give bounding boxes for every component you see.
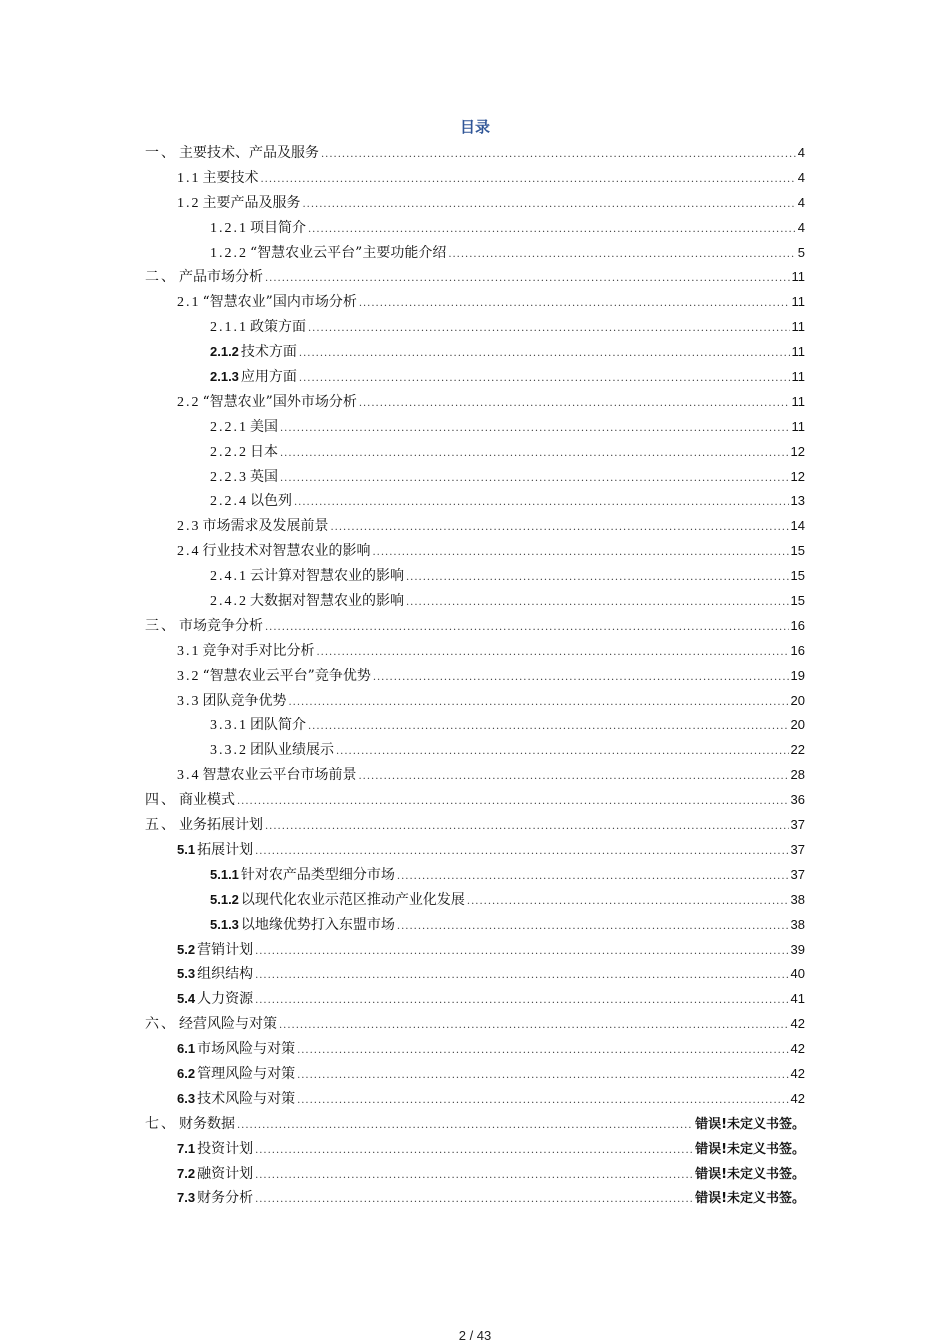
toc-entry-title: 经营风险与对策 <box>179 1016 277 1033</box>
toc-entry-title: 业务拓展计划 <box>179 817 263 834</box>
toc-entry-number: 2.2.4 <box>210 494 248 510</box>
toc-entry-page: 15 <box>790 593 805 609</box>
toc-leader-dots <box>255 840 788 865</box>
toc-leader-dots <box>359 765 789 790</box>
toc-leader-dots <box>255 989 788 1014</box>
toc-entry[interactable] <box>145 1062 805 1087</box>
toc-entry-page: 42 <box>790 1016 805 1032</box>
toc-entry-title: 主要产品及服务 <box>202 194 301 211</box>
toc-entry-number: 5.3 <box>177 966 196 982</box>
toc-entry-page: 39 <box>790 941 805 957</box>
toc-entry-title: 管理风险与对策 <box>197 1065 296 1082</box>
toc-entry[interactable] <box>145 838 805 863</box>
toc-entry[interactable] <box>145 1087 805 1112</box>
toc-entry[interactable] <box>145 465 805 490</box>
toc-entry[interactable] <box>145 1186 805 1211</box>
toc-entry-title: 团队业绩展示 <box>250 742 334 759</box>
toc-entry-number: 7.3 <box>177 1190 196 1206</box>
toc-entry-page: 37 <box>790 866 805 882</box>
toc-entry-title: 竞争对手对比分析 <box>202 642 315 659</box>
toc-entry-page: 4 <box>797 145 805 160</box>
toc-entry-page: 11 <box>791 393 805 409</box>
toc-entry[interactable] <box>145 539 805 564</box>
toc-entry-title: “智慧农业”国内市场分析 <box>202 294 357 311</box>
toc-entry-title: 组织结构 <box>197 966 254 983</box>
toc-entry-number: 三、 <box>145 618 177 634</box>
toc-entry-number: 2.4.2 <box>210 594 248 610</box>
toc-entry-page: 20 <box>790 692 805 708</box>
toc-entry[interactable] <box>145 514 805 539</box>
toc-entry-number: 2.1.2 <box>210 344 239 360</box>
toc-entry-number: 5.1 <box>177 841 196 857</box>
toc-entry-page: 42 <box>790 1041 805 1057</box>
toc-entry-number: 1.1 <box>177 170 201 186</box>
toc-leader-dots <box>297 1064 788 1089</box>
toc-leader-dots <box>359 292 790 317</box>
toc-leader-dots <box>297 1039 788 1064</box>
page-indicator: 2 / 43 <box>458 1328 492 1343</box>
toc-entry[interactable] <box>145 913 805 938</box>
toc-entry[interactable] <box>145 738 805 763</box>
toc-entry-title: 人力资源 <box>197 991 254 1008</box>
toc-entry[interactable] <box>145 340 805 365</box>
toc-leader-dots <box>373 541 789 566</box>
page-title: 目录 <box>459 118 490 136</box>
toc-entry[interactable] <box>145 664 805 689</box>
toc-entry[interactable] <box>145 938 805 963</box>
toc-entry[interactable] <box>145 962 805 987</box>
toc-leader-dots <box>294 491 789 516</box>
toc-entry[interactable] <box>145 415 805 440</box>
toc-entry[interactable] <box>145 813 805 838</box>
toc-leader-dots <box>321 143 796 168</box>
toc-leader-dots <box>373 666 789 691</box>
toc-entry[interactable] <box>145 987 805 1012</box>
toc-entry-page: 38 <box>790 891 805 907</box>
toc-entry-page: 19 <box>790 667 805 683</box>
toc-entry-page: 11 <box>791 418 805 434</box>
toc-entry-page: 12 <box>790 443 805 459</box>
toc-leader-dots <box>308 317 790 342</box>
toc-leader-dots <box>303 193 796 218</box>
toc-entry-page: 15 <box>790 543 805 559</box>
toc-entry-page: 42 <box>790 1065 805 1081</box>
toc-entry[interactable] <box>145 241 805 266</box>
table-of-contents <box>145 141 805 1211</box>
toc-entry-number: 1.2 <box>177 195 201 211</box>
toc-entry-title: 市场竞争分析 <box>179 617 263 634</box>
toc-leader-dots <box>406 591 789 616</box>
toc-entry-number: 3.3 <box>177 693 201 709</box>
toc-leader-dots <box>237 790 789 815</box>
toc-entry-page: 错误!未定义书签。 <box>695 1141 805 1157</box>
toc-entry-title: 项目简介 <box>250 219 306 236</box>
toc-entry[interactable] <box>145 863 805 888</box>
toc-entry-page: 16 <box>790 617 805 633</box>
toc-leader-dots <box>289 691 789 716</box>
toc-entry[interactable] <box>145 390 805 415</box>
toc-entry[interactable] <box>145 564 805 589</box>
toc-entry-page: 错误!未定义书签。 <box>695 1116 805 1132</box>
toc-leader-dots <box>261 168 796 193</box>
toc-entry-number: 5.2 <box>177 941 196 957</box>
toc-entry-title: 日本 <box>250 443 278 460</box>
toc-leader-dots <box>317 641 789 666</box>
toc-entry-page: 4 <box>797 194 805 210</box>
toc-entry-page: 12 <box>790 468 805 484</box>
toc-entry-number: 1.2.1 <box>210 220 248 236</box>
toc-entry[interactable] <box>145 788 805 813</box>
toc-entry[interactable] <box>145 589 805 614</box>
toc-entry-page: 错误!未定义书签。 <box>695 1191 805 1207</box>
toc-entry-title: 针对农产品类型细分市场 <box>240 866 395 883</box>
toc-entry-number: 5.1.1 <box>210 866 239 882</box>
toc-leader-dots <box>280 467 789 492</box>
toc-entry[interactable] <box>145 216 805 241</box>
toc-entry-page: 15 <box>790 568 805 584</box>
toc-entry-title: 融资计划 <box>197 1165 254 1182</box>
toc-entry[interactable] <box>145 1112 805 1137</box>
toc-entry-page: 11 <box>791 344 805 360</box>
toc-entry[interactable] <box>145 1012 805 1037</box>
toc-entry-title: “智慧农业”国外市场分析 <box>202 393 357 410</box>
toc-entry[interactable] <box>145 639 805 664</box>
toc-entry-number: 2.2.3 <box>210 469 248 485</box>
toc-entry-page: 13 <box>790 493 805 509</box>
toc-entry-number: 六、 <box>145 1017 177 1033</box>
toc-entry-number: 2.2.1 <box>210 419 248 435</box>
toc-entry[interactable] <box>145 191 805 216</box>
toc-entry-number: 6.1 <box>177 1041 196 1057</box>
toc-entry-title: 技术方面 <box>240 344 297 361</box>
toc-leader-dots <box>255 940 788 965</box>
toc-entry-title: 商业模式 <box>179 792 235 809</box>
toc-leader-dots <box>397 915 789 940</box>
toc-entry-title: 市场需求及发展前景 <box>202 518 329 535</box>
toc-entry-number: 四、 <box>145 793 177 809</box>
toc-entry-number: 2.3 <box>177 519 201 535</box>
toc-entry-page: 28 <box>790 767 805 783</box>
toc-entry-page: 11 <box>791 294 805 310</box>
toc-entry[interactable] <box>145 290 805 315</box>
toc-leader-dots <box>308 715 789 740</box>
toc-entry-number: 6.2 <box>177 1065 196 1081</box>
toc-entry-title: “智慧农业云平台”主要功能介绍 <box>250 244 447 261</box>
toc-entry-title: 英国 <box>250 468 278 485</box>
toc-entry-number: 7.1 <box>177 1140 196 1156</box>
toc-entry[interactable] <box>145 166 805 191</box>
toc-entry[interactable] <box>145 315 805 340</box>
toc-entry-number: 2.4.1 <box>210 569 248 585</box>
toc-entry-number: 3.2 <box>177 668 201 684</box>
toc-entry-number: 2.1.3 <box>210 369 239 385</box>
toc-entry-page: 37 <box>790 841 805 857</box>
toc-leader-dots <box>255 1188 693 1213</box>
toc-entry-title: 云计算对智慧农业的影响 <box>250 568 404 585</box>
toc-leader-dots <box>448 243 795 268</box>
toc-entry[interactable] <box>145 141 805 166</box>
toc-entry-title: 财务数据 <box>179 1115 235 1132</box>
toc-entry-number: 3.3.2 <box>210 743 248 759</box>
toc-leader-dots <box>331 516 789 541</box>
toc-entry-page: 41 <box>790 991 805 1007</box>
toc-entry-title: 美国 <box>250 418 278 435</box>
toc-entry-number: 5.1.2 <box>210 891 239 907</box>
toc-entry-number: 3.3.1 <box>210 718 248 734</box>
toc-leader-dots <box>255 1164 693 1189</box>
toc-entry[interactable] <box>145 689 805 714</box>
toc-entry-page: 11 <box>791 319 805 335</box>
toc-entry-number: 2.2 <box>177 394 201 410</box>
toc-entry-title: 行业技术对智慧农业的影响 <box>202 543 371 560</box>
toc-entry[interactable] <box>145 365 805 390</box>
toc-entry-title: 大数据对智慧农业的影响 <box>250 593 404 610</box>
toc-entry-page: 22 <box>790 742 805 758</box>
toc-entry-page: 42 <box>790 1090 805 1106</box>
toc-leader-dots <box>279 1014 789 1039</box>
toc-entry-number: 5.1.3 <box>210 916 239 932</box>
toc-entry-page: 40 <box>790 966 805 982</box>
toc-entry-title: 产品市场分析 <box>179 269 263 286</box>
toc-entry-title: 以色列 <box>250 493 292 510</box>
toc-entry-page: 37 <box>790 817 805 833</box>
toc-entry[interactable] <box>145 1037 805 1062</box>
toc-leader-dots <box>280 417 790 442</box>
toc-entry[interactable] <box>145 713 805 738</box>
toc-entry-page: 38 <box>790 916 805 932</box>
toc-entry-number: 1.2.2 <box>210 245 248 261</box>
toc-entry-title: 投资计划 <box>197 1140 254 1157</box>
toc-entry-page: 14 <box>790 518 805 534</box>
toc-entry-page: 11 <box>791 269 805 285</box>
toc-entry-page: 4 <box>797 219 805 235</box>
toc-entry-page: 16 <box>790 642 805 658</box>
toc-entry-number: 2.4 <box>177 544 201 560</box>
toc-entry[interactable] <box>145 763 805 788</box>
toc-entry-number: 2.1.1 <box>210 320 248 336</box>
toc-entry-number: 5.4 <box>177 991 196 1007</box>
toc-entry-title: 团队简介 <box>250 717 306 734</box>
toc-entry-number: 3.1 <box>177 643 201 659</box>
toc-entry-title: 团队竞争优势 <box>202 692 287 709</box>
toc-leader-dots <box>255 964 788 989</box>
toc-entry-title: 智慧农业云平台市场前景 <box>202 767 357 784</box>
toc-leader-dots <box>467 890 789 915</box>
toc-entry-number: 2.2.2 <box>210 444 248 460</box>
toc-leader-dots <box>265 616 789 641</box>
toc-entry-number: 七、 <box>145 1116 177 1132</box>
toc-entry-page: 错误!未定义书签。 <box>695 1166 805 1182</box>
toc-entry-title: 以地缘优势打入东盟市场 <box>240 916 395 933</box>
toc-entry-page: 20 <box>790 717 805 733</box>
toc-entry[interactable] <box>145 489 805 514</box>
toc-entry-title: 应用方面 <box>240 369 297 386</box>
toc-entry-title: 财务分析 <box>197 1190 254 1207</box>
toc-entry-title: 主要技术 <box>202 169 259 186</box>
toc-leader-dots <box>308 218 796 243</box>
toc-leader-dots <box>280 442 789 467</box>
toc-entry-page: 5 <box>797 244 805 260</box>
toc-entry-number: 一、 <box>145 146 177 161</box>
toc-entry[interactable] <box>145 440 805 465</box>
toc-entry-title: 政策方面 <box>250 319 306 336</box>
toc-leader-dots <box>265 815 789 840</box>
toc-leader-dots <box>359 392 790 417</box>
toc-entry-number: 2.1 <box>177 295 201 311</box>
toc-leader-dots <box>255 1139 693 1164</box>
toc-entry[interactable] <box>145 888 805 913</box>
toc-leader-dots <box>336 740 789 765</box>
toc-entry-number: 五、 <box>145 818 177 834</box>
toc-entry-page: 11 <box>791 369 805 385</box>
toc-leader-dots <box>397 865 789 890</box>
toc-entry-number: 二、 <box>145 270 177 286</box>
toc-leader-dots <box>406 566 789 591</box>
toc-leader-dots <box>299 342 790 367</box>
toc-entry-page: 36 <box>790 792 805 808</box>
toc-leader-dots <box>297 1089 788 1114</box>
toc-entry-number: 7.2 <box>177 1165 196 1181</box>
toc-entry-title: 主要技术、产品及服务 <box>179 145 319 161</box>
toc-entry-title: 拓展计划 <box>197 841 254 858</box>
toc-entry-title: “智慧农业云平台”竞争优势 <box>202 667 371 684</box>
toc-entry[interactable] <box>145 1162 805 1187</box>
toc-entry[interactable] <box>145 265 805 290</box>
toc-entry-number: 3.4 <box>177 768 201 784</box>
toc-entry-title: 营销计划 <box>197 941 254 958</box>
toc-entry-page: 4 <box>797 169 805 185</box>
toc-leader-dots <box>299 367 790 392</box>
toc-leader-dots <box>265 267 790 292</box>
toc-entry-title: 技术风险与对策 <box>197 1090 296 1107</box>
toc-entry[interactable] <box>145 1137 805 1162</box>
toc-entry-title: 以现代化农业示范区推动产业化发展 <box>240 891 465 908</box>
toc-entry-number: 6.3 <box>177 1090 196 1106</box>
toc-entry[interactable] <box>145 614 805 639</box>
toc-leader-dots <box>237 1114 693 1139</box>
toc-entry-title: 市场风险与对策 <box>197 1041 296 1058</box>
